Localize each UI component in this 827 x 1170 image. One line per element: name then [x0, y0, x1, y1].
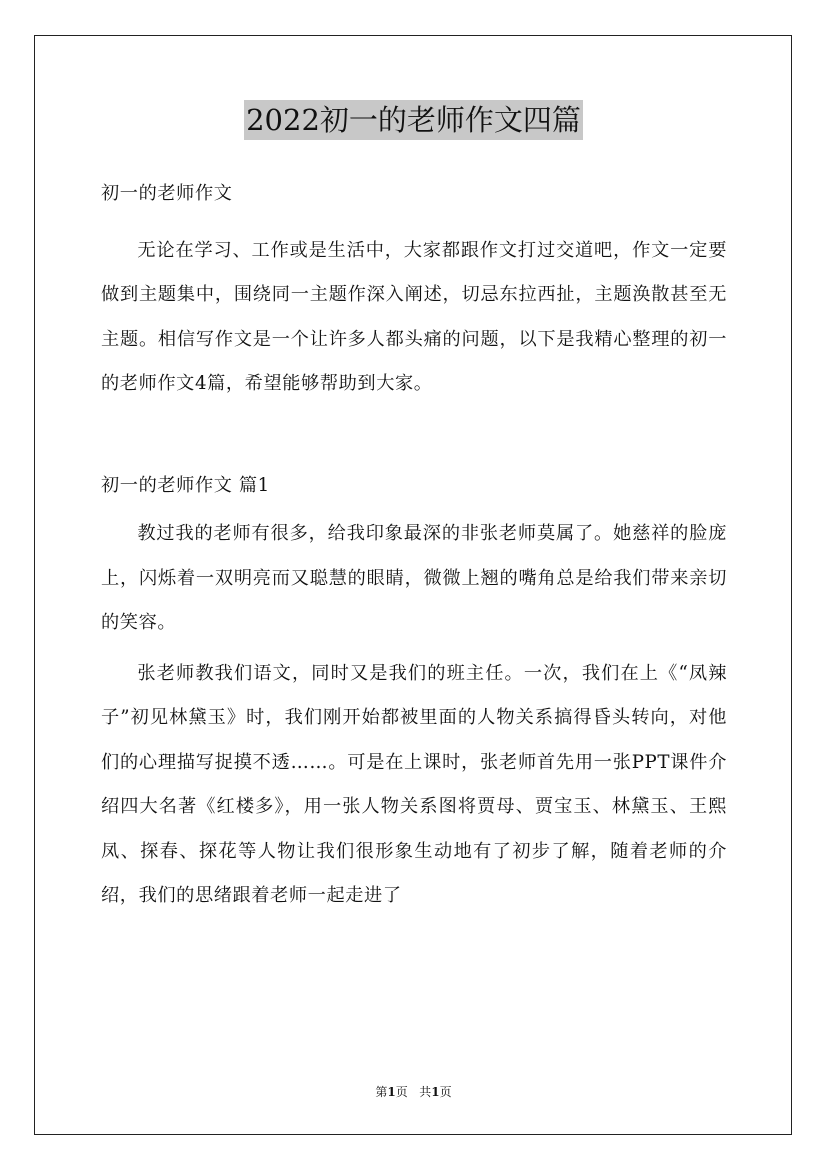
total-label-prefix: 共 — [419, 1085, 432, 1099]
total-label-suffix: 页 — [439, 1085, 452, 1099]
page-footer — [0, 1083, 827, 1101]
body-paragraph-1: 教过我的老师有很多，给我印象最深的非张老师莫属了。她慈祥的脸庞上，闪烁着一双明亮而又聪慧的眼睛，微微上翘的嘴角总是给我们带来亲切的笑容。 — [101, 523, 727, 633]
page-label-suffix: 页 — [395, 1085, 408, 1099]
intro-paragraph: 无论在学习、工作或是生活中，大家都跟作文打过交道吧，作文一定要做到主题集中，围绕同一主题作深入阐述，切忌东拉西扯，主题涣散甚至无主题。相信写作文是一个让许多人都头痛的问题，以下是我精心整理的初一的老师作文4篇，希望能够帮助到大家。 — [101, 239, 727, 394]
intro-heading: 初一的老师作文 — [101, 183, 233, 204]
title-container — [0, 100, 827, 140]
page-number: 1 — [387, 1085, 396, 1099]
section-heading: 初一的老师作文 篇1 — [101, 474, 270, 496]
spacer — [101, 407, 727, 464]
body-paragraph-2: 张老师教我们语文，同时又是我们的班主任。一次，我们在上《“凤辣子”初见林黛玉》时，我们刚开始都被里面的人物关系搞得昏头转向，对他们的心理描写捉摸不透……。可是在上课时，张老师首先用一张PPT课件介绍四大名著《红楼多》，用一张人物关系图将贾母、贾宝玉、林黛玉、王熙凤、探春、探花等人物让我们很形象生动地有了初步了解，随着老师的介绍，我们的思绪跟着老师一起走进了 — [101, 662, 727, 906]
total-pages: 1 — [431, 1085, 440, 1099]
document-body — [101, 172, 727, 919]
document-title: 2022初一的老师作文四篇 — [244, 100, 583, 140]
spacer — [101, 217, 727, 229]
page-label-prefix: 第 — [375, 1085, 388, 1099]
